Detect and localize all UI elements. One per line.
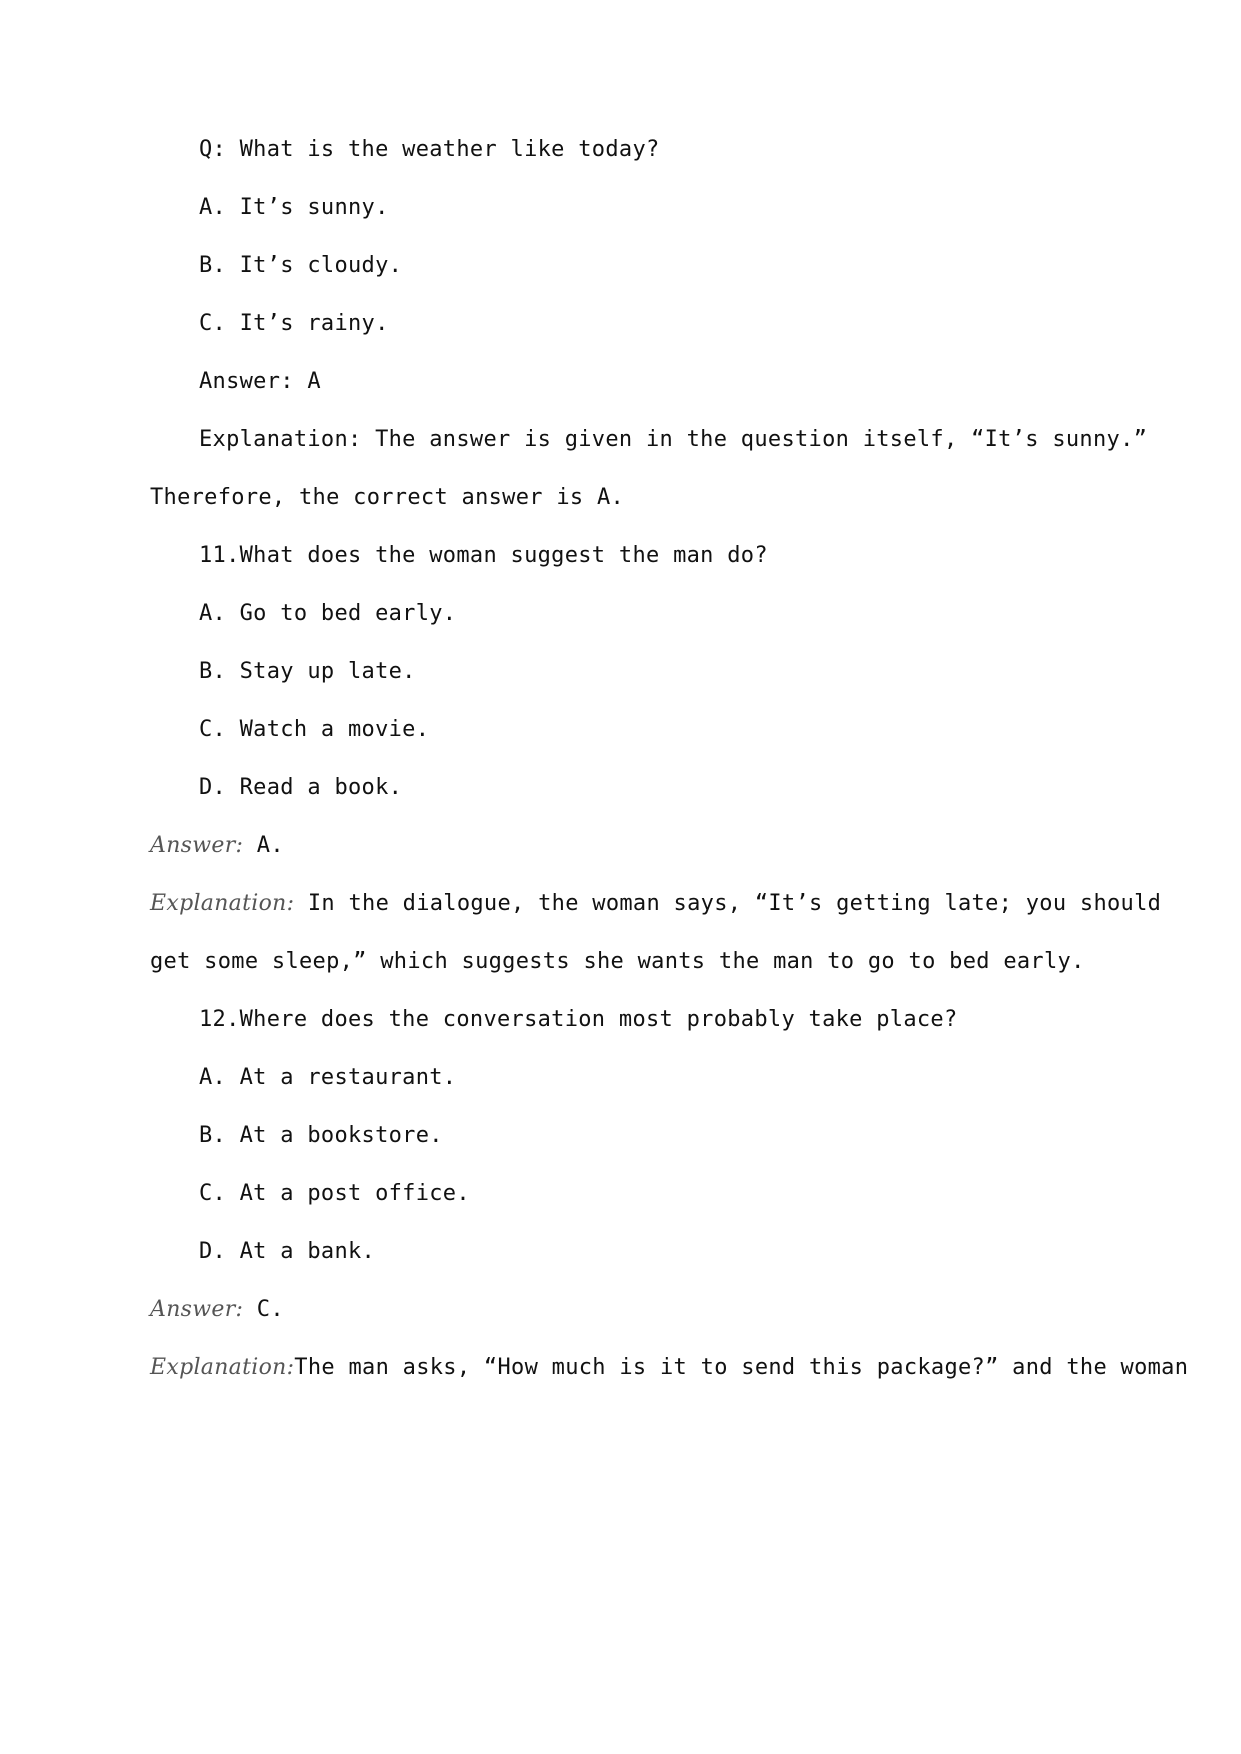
answer-value: A. (243, 833, 284, 858)
explanation-line-2: Therefore, the correct answer is A. (150, 485, 625, 510)
explanation-label: Explanation: (150, 891, 295, 916)
question-12: 12.Where does the conversation most probably take place? (199, 1007, 958, 1032)
q11-option-d: D. Read a book. (199, 775, 403, 800)
q11-option-c: C. Watch a movie. (199, 717, 430, 742)
q11-option-b: B. Stay up late. (199, 659, 416, 684)
answer-line: Answer: A (199, 369, 321, 394)
explanation-text: In the dialogue, the woman says, “It’s getting late; you should (294, 891, 1162, 916)
q12-explanation-line-1 (0, 1339, 1241, 1397)
answer-label: Answer: (150, 833, 244, 858)
answer-label: Answer: (150, 1297, 244, 1322)
question-weather: Q: What is the weather like today? (199, 137, 660, 162)
q11-explanation-line-1 (0, 875, 1241, 933)
q11-option-a: A. Go to bed early. (199, 601, 457, 626)
option-c: C. It’s rainy. (199, 311, 389, 336)
explanation-text: The man asks, “How much is it to send this package?” and the woman (294, 1355, 1189, 1380)
explanation-line-1: Explanation: The answer is given in the question itself, “It’s sunny.” (199, 427, 1148, 452)
q12-option-c: C. At a post office. (199, 1181, 470, 1206)
q12-option-b: B. At a bookstore. (199, 1123, 443, 1148)
option-a: A. It’s sunny. (199, 195, 389, 220)
q11-answer (0, 817, 1241, 875)
option-b: B. It’s cloudy. (199, 253, 403, 278)
q12-answer (0, 1281, 1241, 1339)
question-11: 11.What does the woman suggest the man do? (199, 543, 768, 568)
q12-option-a: A. At a restaurant. (199, 1065, 457, 1090)
answer-value: C. (243, 1297, 284, 1322)
q11-explanation-line-2: get some sleep,” which suggests she wants the man to go to bed early. (150, 949, 1085, 974)
q12-option-d: D. At a bank. (199, 1239, 376, 1264)
explanation-label: Explanation: (150, 1355, 295, 1380)
